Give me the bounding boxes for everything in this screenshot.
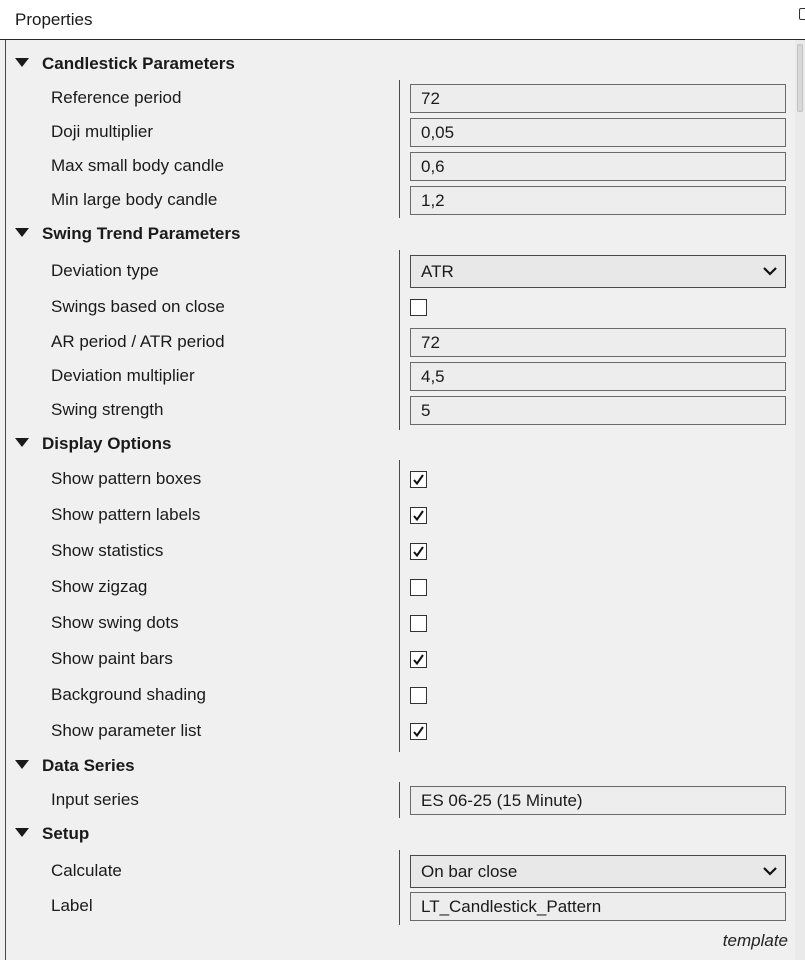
background-shading-checkbox[interactable] [410,687,427,704]
section-header-candlestick[interactable] [0,49,780,79]
show-parameter-list-checkbox[interactable] [410,723,427,740]
doji-multiplier-label: Doji multiplier [51,122,154,141]
checkmark-icon [412,545,425,558]
section-title: Swing Trend Parameters [42,224,241,243]
input-series-input[interactable]: ES 06-25 (15 Minute) [410,786,786,815]
section-header-swing[interactable] [0,219,780,249]
show-pattern-boxes-checkbox[interactable] [410,471,427,488]
scrollbar-thumb[interactable] [797,44,803,112]
section-header-data-series[interactable] [0,751,780,781]
show-statistics-label: Show statistics [51,541,164,560]
deviation-multiplier-label: Deviation multiplier [51,366,195,385]
caret-down-icon[interactable] [15,58,29,67]
show-pattern-labels-label: Show pattern labels [51,505,201,524]
calculate-label: Calculate [51,861,122,880]
checkmark-icon [412,473,425,486]
section-title: Display Options [42,434,172,453]
show-zigzag-label: Show zigzag [51,577,148,596]
doji-multiplier-input[interactable]: 0,05 [410,118,786,147]
checkmark-icon [412,509,425,522]
deviation-type-value: ATR [421,262,454,281]
input-series-label: Input series [51,790,139,809]
caret-down-icon[interactable] [15,828,29,837]
window-control-icon[interactable] [799,8,805,30]
label-input[interactable]: LT_Candlestick_Pattern [410,892,786,921]
swing-strength-input[interactable]: 5 [410,396,786,425]
column-divider [399,80,400,218]
caret-down-icon[interactable] [15,438,29,447]
show-paint-bars-label: Show paint bars [51,649,173,668]
background-shading-label: Background shading [51,685,207,704]
calculate-value: On bar close [421,862,518,881]
deviation-type-label: Deviation type [51,261,159,280]
column-divider [399,782,400,818]
show-swing-dots-checkbox[interactable] [410,615,427,632]
swings-on-close-checkbox[interactable] [410,299,427,316]
show-zigzag-checkbox[interactable] [410,579,427,596]
checkmark-icon [412,653,425,666]
show-swing-dots-label: Show swing dots [51,613,179,632]
section-title: Candlestick Parameters [42,54,235,73]
show-pattern-labels-checkbox[interactable] [410,507,427,524]
deviation-multiplier-input[interactable]: 4,5 [410,362,786,391]
ar-period-input[interactable]: 72 [410,328,786,357]
chevron-down-icon [763,264,777,278]
swing-strength-label: Swing strength [51,400,164,419]
column-divider [399,850,400,925]
max-small-body-label: Max small body candle [51,156,224,175]
section-title: Data Series [42,756,135,775]
swings-on-close-label: Swings based on close [51,297,225,316]
show-parameter-list-label: Show parameter list [51,721,202,740]
checkmark-icon [412,725,425,738]
properties-header [0,0,805,40]
section-header-display[interactable] [0,429,780,459]
caret-down-icon[interactable] [15,228,29,237]
max-small-body-input[interactable]: 0,6 [410,152,786,181]
min-large-body-input[interactable]: 1,2 [410,186,786,215]
window-title: Properties [15,10,93,29]
min-large-body-label: Min large body candle [51,190,218,209]
reference-period-label: Reference period [51,88,182,107]
reference-period-input[interactable]: 72 [410,84,786,113]
caret-down-icon[interactable] [15,760,29,769]
deviation-type-select[interactable] [410,255,786,288]
scrollbar-track[interactable] [795,40,805,960]
section-title: Setup [42,824,90,843]
calculate-select[interactable] [410,855,786,888]
show-paint-bars-checkbox[interactable] [410,651,427,668]
column-divider [399,460,400,752]
template-link[interactable]: template [722,931,788,950]
label-label: Label [51,896,93,915]
ar-period-label: AR period / ATR period [51,332,225,351]
column-divider [399,250,400,430]
section-header-setup[interactable] [0,819,780,849]
chevron-down-icon [763,864,777,878]
show-statistics-checkbox[interactable] [410,543,427,560]
show-pattern-boxes-label: Show pattern boxes [51,469,202,488]
